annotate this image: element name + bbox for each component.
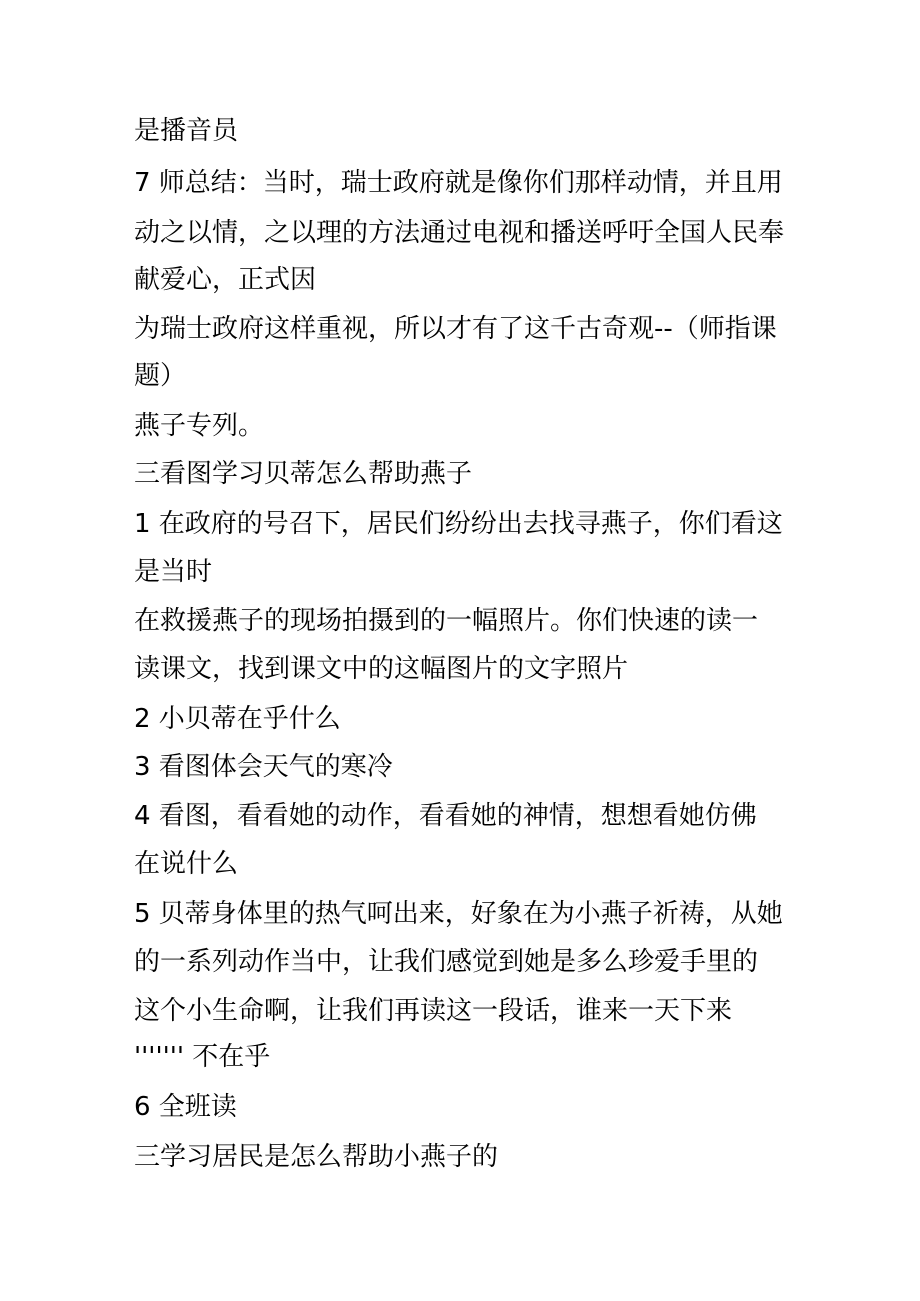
- section-heading: 三看图学习贝蒂怎么帮助燕子: [134, 459, 473, 489]
- text-line: 在说什么: [134, 849, 239, 879]
- text-line: 7 师总结：当时，瑞士政府就是像你们那样动情，并且用: [134, 168, 783, 198]
- text-line: ''''''' 不在乎: [134, 1042, 271, 1072]
- text-line: 为瑞士政府这样重视，所以才有了这千古奇观--（师指课: [134, 314, 777, 344]
- text-line: 6 全班读: [134, 1092, 237, 1122]
- text-line: 5 贝蒂身体里的热气呵出来，好象在为小燕子祈祷，从她: [134, 899, 783, 929]
- text-line: 2 小贝蒂在乎什么: [134, 704, 341, 734]
- text-line: 这个小生命啊，让我们再读这一段话，谁来一天下来: [134, 996, 733, 1026]
- text-line: 燕子专列。: [134, 411, 265, 441]
- text-line: 献爱心，正式因: [134, 265, 317, 295]
- text-line: 3 看图体会天气的寒冷: [134, 752, 393, 782]
- text-line: 在救援燕子的现场拍摄到的一幅照片。你们快速的读一: [134, 606, 759, 636]
- text-line: 读课文，找到课文中的这幅图片的文字照片: [134, 654, 629, 684]
- text-line: 是播音员: [134, 116, 239, 146]
- text-line: 4 看图，看看她的动作，看看她的神情，想想看她仿佛: [134, 801, 757, 831]
- text-line: 的一系列动作当中，让我们感觉到她是多么珍爱手里的: [134, 947, 759, 977]
- text-line: 1 在政府的号召下，居民们纷纷出去找寻燕子，你们看这: [134, 509, 783, 539]
- section-heading: 三学习居民是怎么帮助小燕子的: [134, 1142, 499, 1172]
- text-line: 题）: [134, 361, 187, 391]
- text-line: 是当时: [134, 557, 213, 587]
- text-line: 动之以情，之以理的方法通过电视和播送呼吁全国人民奉: [134, 218, 785, 248]
